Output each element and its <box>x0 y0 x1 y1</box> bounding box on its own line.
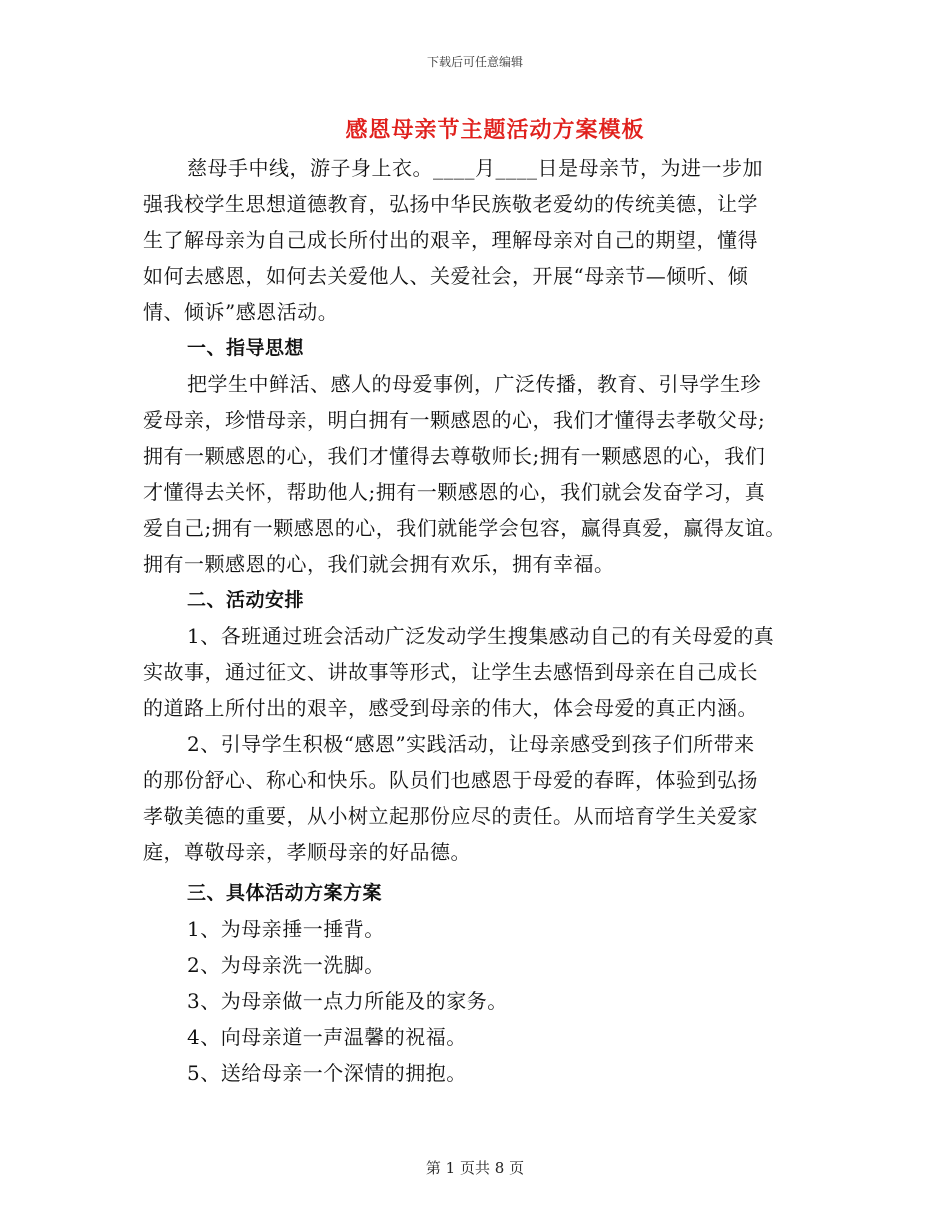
section-heading-specific-plan: 三、具体活动方案方案 <box>187 882 383 904</box>
list-item: 3、为母亲做一点力所能及的家务。 <box>187 989 508 1013</box>
paragraph-line: 的那份舒心、称心和快乐。队员们也感恩于母爱的春晖，体验到弘扬 <box>143 768 758 792</box>
paragraph-line: 拥有一颗感恩的心，我们就会拥有欢乐，拥有幸福。 <box>143 552 615 576</box>
paragraph-line: 拥有一颗感恩的心，我们才懂得去尊敬师长;拥有一颗感恩的心，我们 <box>143 444 766 468</box>
list-item: 2、为母亲洗一洗脚。 <box>187 953 385 977</box>
paragraph-line: 的道路上所付出的艰辛，感受到母亲的伟大，体会母爱的真正内涵。 <box>143 696 758 720</box>
list-item: 5、送给母亲一个深情的拥抱。 <box>187 1061 467 1085</box>
paragraph-line: 孝敬美德的重要，从小树立起那份应尽的责任。从而培育学生关爱家 <box>143 804 758 828</box>
paragraph-line: 1、各班通过班会活动广泛发动学生搜集感动自己的有关母爱的真 <box>187 624 775 648</box>
intro-line: 如何去感恩，如何去关爱他人、关爱社会，开展“母亲节—倾听、倾 <box>143 264 749 288</box>
paragraph-line: 才懂得去关怀，帮助他人;拥有一颗感恩的心，我们就会发奋学习，真 <box>143 480 766 504</box>
paragraph-line: 2、引导学生积极“感恩”实践活动，让母亲感受到孩子们所带来 <box>187 732 755 756</box>
header-note: 下载后可任意编辑 <box>426 55 523 69</box>
page-number: 第 1 页共 8 页 <box>425 1159 525 1177</box>
list-item: 1、为母亲捶一捶背。 <box>187 917 385 941</box>
intro-line: 生了解母亲为自己成长所付出的艰辛，理解母亲对自己的期望，懂得 <box>143 228 758 252</box>
paragraph-line: 爱自己;拥有一颗感恩的心，我们就能学会包容，赢得真爱，赢得友谊。 <box>143 516 786 540</box>
paragraph-line: 实故事，通过征文、讲故事等形式，让学生去感悟到母亲在自己成长 <box>143 660 758 684</box>
document-body <box>143 150 813 1091</box>
intro-line: 慈母手中线，游子身上衣。____月____日是母亲节，为进一步加 <box>187 156 763 180</box>
paragraph-line: 庭，尊敬母亲，孝顺母亲的好品德。 <box>143 840 471 864</box>
section-heading-activity-arrangement: 二、活动安排 <box>187 589 305 611</box>
section-heading-guiding-thought: 一、指导思想 <box>187 337 305 359</box>
paragraph-line: 爱母亲，珍惜母亲，明白拥有一颗感恩的心，我们才懂得去孝敬父母; <box>143 408 766 432</box>
intro-line: 强我校学生思想道德教育，弘扬中华民族敬老爱幼的传统美德，让学 <box>143 192 758 216</box>
document-title: 感恩母亲节主题活动方案模板 <box>345 118 645 143</box>
intro-line: 情、倾诉”感恩活动。 <box>143 300 339 324</box>
paragraph-line: 把学生中鲜活、感人的母爱事例，广泛传播，教育、引导学生珍 <box>187 372 761 396</box>
list-item: 4、向母亲道一声温馨的祝福。 <box>187 1025 467 1049</box>
